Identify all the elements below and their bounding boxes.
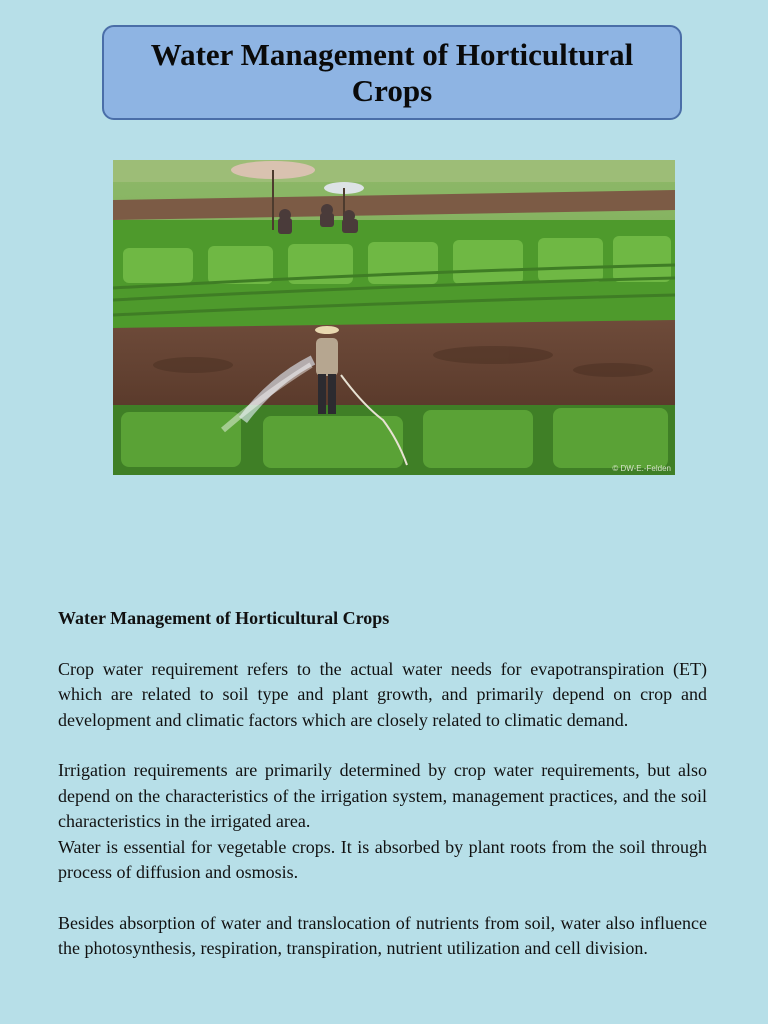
body-content — [58, 606, 707, 962]
paragraph-absorption: Besides absorption of water and translocation of nutrients from soil, water also influence the photosynthesis, respiration, transpiration, nutrient utilization and cell division. — [58, 912, 707, 958]
photo-credit: © DW-E.-Felden — [612, 464, 671, 473]
slide-title: Water Management of Horticultural Crops — [150, 36, 634, 108]
field-photo-illustration — [113, 160, 675, 475]
title-box — [102, 25, 682, 120]
paragraph-crop-water: Crop water requirement refers to the actual water needs for evapotranspiration (ET) which are related to soil type and plant growth, and primarily depend on crop and development and climatic factors which are closely related to climatic demand. — [58, 658, 707, 730]
paragraph-irrigation: Irrigation requirements are primarily determined by crop water requirements, but also depend on the characteristics of the irrigation system, management practices, and the soil characteristics in the irrigated area. — [58, 760, 707, 831]
field-irrigation-photo — [113, 160, 675, 475]
paragraph-water-essential: Water is essential for vegetable crops. It is absorbed by plant roots from the soil through process of diffusion and osmosis. — [58, 836, 707, 882]
section-heading: Water Management of Horticultural Crops — [58, 608, 390, 628]
